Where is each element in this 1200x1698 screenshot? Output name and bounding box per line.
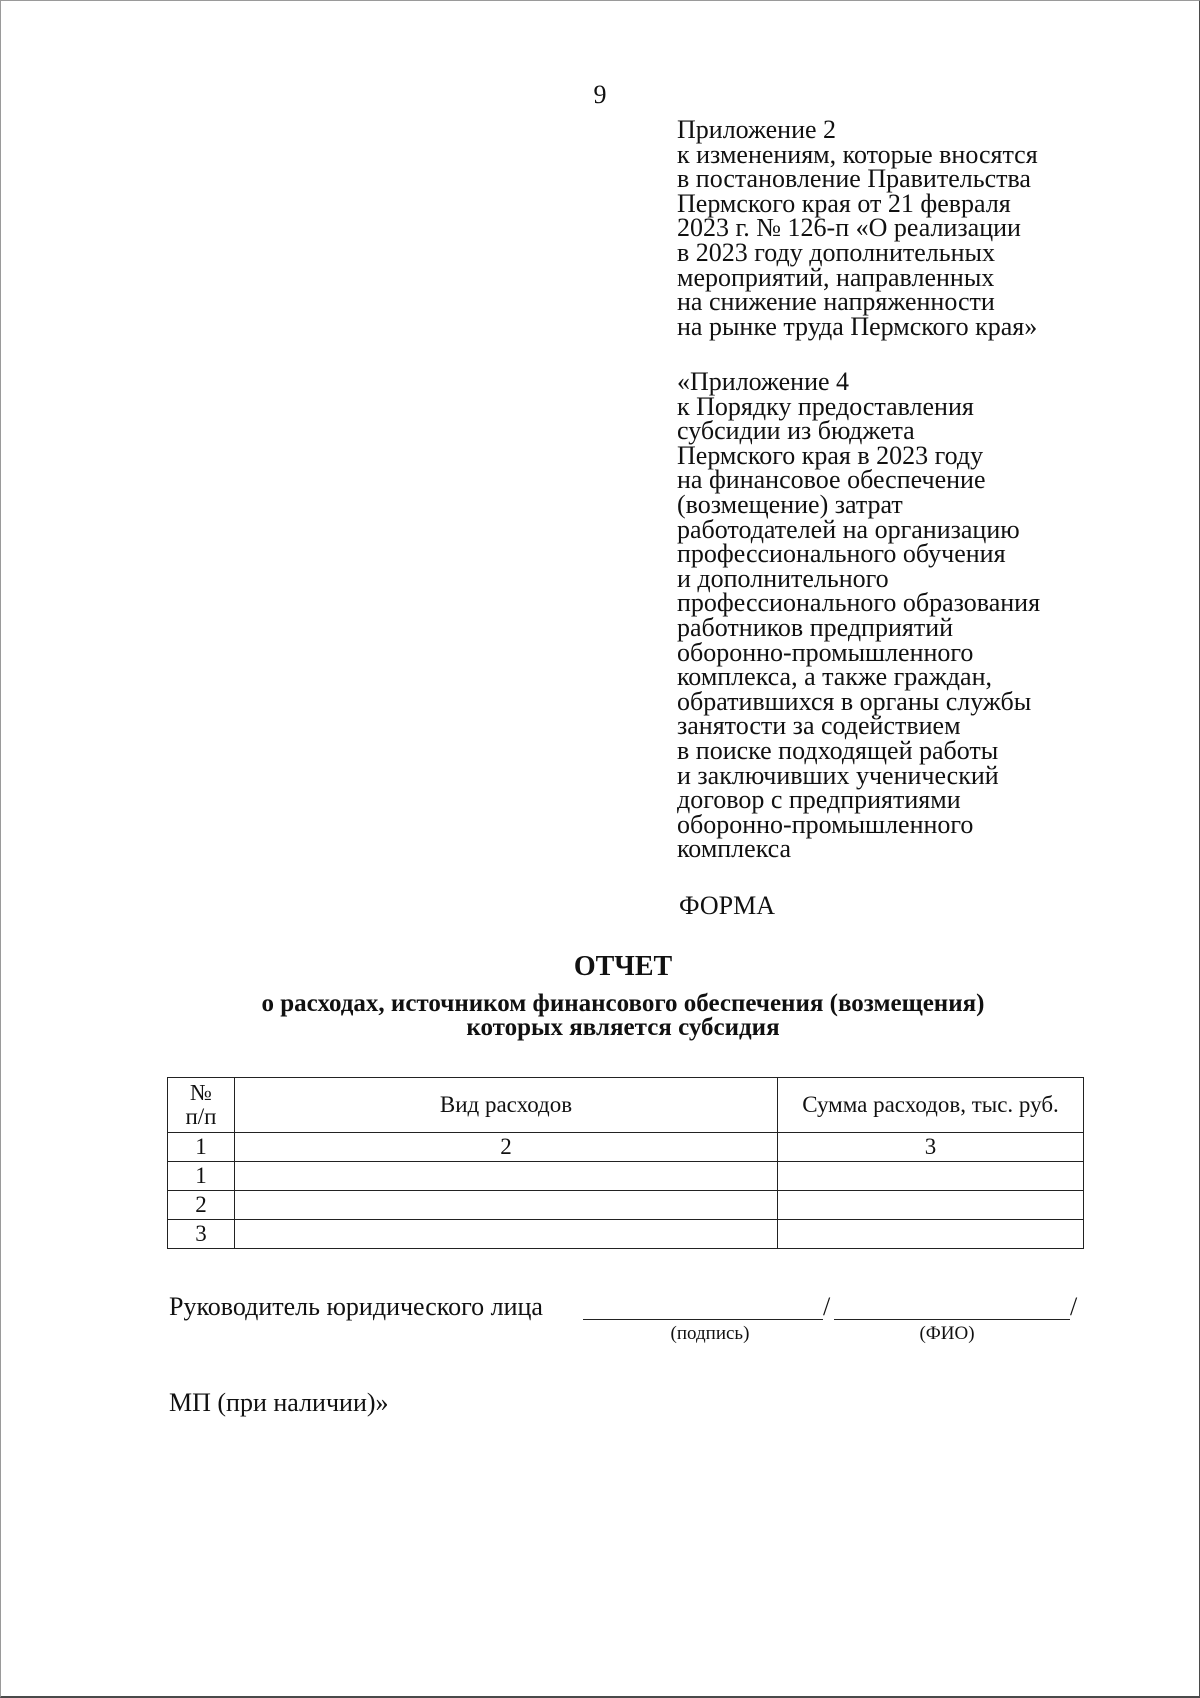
annex-4-line: работодателей на организацию xyxy=(677,514,1020,544)
annex-4-line: работников предприятий xyxy=(677,612,954,642)
annex-4-line: на финансовое обеспечение xyxy=(677,465,986,495)
full-name-caption: (ФИО) xyxy=(919,1323,975,1344)
header-expense-type: Вид расходов xyxy=(235,1078,778,1133)
expense-table xyxy=(167,1077,1084,1249)
stamp-line: МП (при наличии)» xyxy=(169,1388,389,1417)
annex-4-line: оборонно-промышленного xyxy=(677,637,974,667)
annex-2-line: к изменениям, которые вносятся xyxy=(677,139,1038,169)
annex-4-line: договор с предприятиями xyxy=(677,785,961,815)
row-number-cell: 2 xyxy=(168,1191,235,1220)
annex-2-reference xyxy=(677,115,1117,341)
table-row xyxy=(168,1162,1084,1191)
page-number: 9 xyxy=(593,80,607,109)
column-numbers-row xyxy=(168,1133,1084,1162)
header-row-number-abbr: п/п xyxy=(185,1104,217,1129)
column-number: 1 xyxy=(168,1133,235,1162)
annex-2-line: на рынке труда Пермского края» xyxy=(677,311,1038,341)
column-number: 2 xyxy=(235,1133,778,1162)
annex-4-line: в поиске подходящей работы xyxy=(677,735,999,765)
signature-caption: (подпись) xyxy=(670,1323,750,1344)
table-row xyxy=(168,1191,1084,1220)
row-number-cell: 1 xyxy=(168,1162,235,1191)
annex-2-line: в 2023 году дополнительных xyxy=(677,237,995,267)
table-header-row xyxy=(168,1078,1084,1133)
report-subtitle-line: о расходах, источником финансового обеспечения (возмещения) xyxy=(261,990,985,1017)
row-number-cell: 3 xyxy=(168,1220,235,1249)
annex-4-line: комплекса, а также граждан, xyxy=(677,662,992,692)
annex-4-line: профессионального образования xyxy=(677,588,1041,618)
header-expense-sum: Сумма расходов, тыс. руб. xyxy=(778,1078,1084,1133)
expense-type-cell[interactable] xyxy=(235,1162,778,1191)
annex-4-line: Пермского края в 2023 году xyxy=(677,440,984,470)
annex-2-line: мероприятий, направленных xyxy=(677,262,995,292)
annex-4-line: профессионального обучения xyxy=(677,539,1006,569)
expense-type-cell[interactable] xyxy=(235,1220,778,1249)
annex-4-line: к Порядку предоставления xyxy=(677,391,974,421)
annex-4-line: и дополнительного xyxy=(677,563,889,593)
annex-4-line: занятости за содействием xyxy=(677,711,961,741)
full-name-underline[interactable] xyxy=(834,1319,1070,1320)
header-row-number xyxy=(168,1078,235,1133)
expense-type-cell[interactable] xyxy=(235,1191,778,1220)
signature-separator: / xyxy=(823,1292,831,1321)
expense-sum-cell[interactable] xyxy=(778,1191,1084,1220)
header-row-number-symbol: № xyxy=(190,1080,212,1105)
report-title: ОТЧЕТ xyxy=(573,951,673,982)
annex-2-line: Пермского края от 21 февраля xyxy=(677,188,1011,218)
annex-4-line: обратившихся в органы службы xyxy=(677,686,1032,716)
annex-4-line: оборонно-промышленного xyxy=(677,809,974,839)
report-subtitle xyxy=(0,992,1200,1040)
signature-label: Руководитель юридического лица xyxy=(169,1292,543,1321)
annex-4-reference xyxy=(677,367,1117,864)
form-label: ФОРМА xyxy=(679,891,775,920)
table-row xyxy=(168,1220,1084,1249)
annex-4-line: комплекса xyxy=(677,834,792,864)
report-subtitle-line: которых является субсидия xyxy=(466,1014,780,1041)
column-number: 3 xyxy=(778,1133,1084,1162)
annex-4-line: и заключивших ученический xyxy=(677,760,999,790)
annex-2-line: на снижение напряженности xyxy=(677,287,995,317)
annex-4-line: (возмещение) затрат xyxy=(677,489,903,519)
signature-underline[interactable] xyxy=(583,1319,823,1320)
annex-2-line: 2023 г. № 126-п «О реализации xyxy=(677,213,1021,243)
annex-2-line: в постановление Правительства xyxy=(677,164,1031,194)
annex-4-line: субсидии из бюджета xyxy=(677,416,915,446)
annex-2-line: Приложение 2 xyxy=(677,115,837,144)
annex-4-line: «Приложение 4 xyxy=(677,367,850,396)
expense-sum-cell[interactable] xyxy=(778,1162,1084,1191)
full-name-separator: / xyxy=(1070,1292,1078,1321)
expense-sum-cell[interactable] xyxy=(778,1220,1084,1249)
